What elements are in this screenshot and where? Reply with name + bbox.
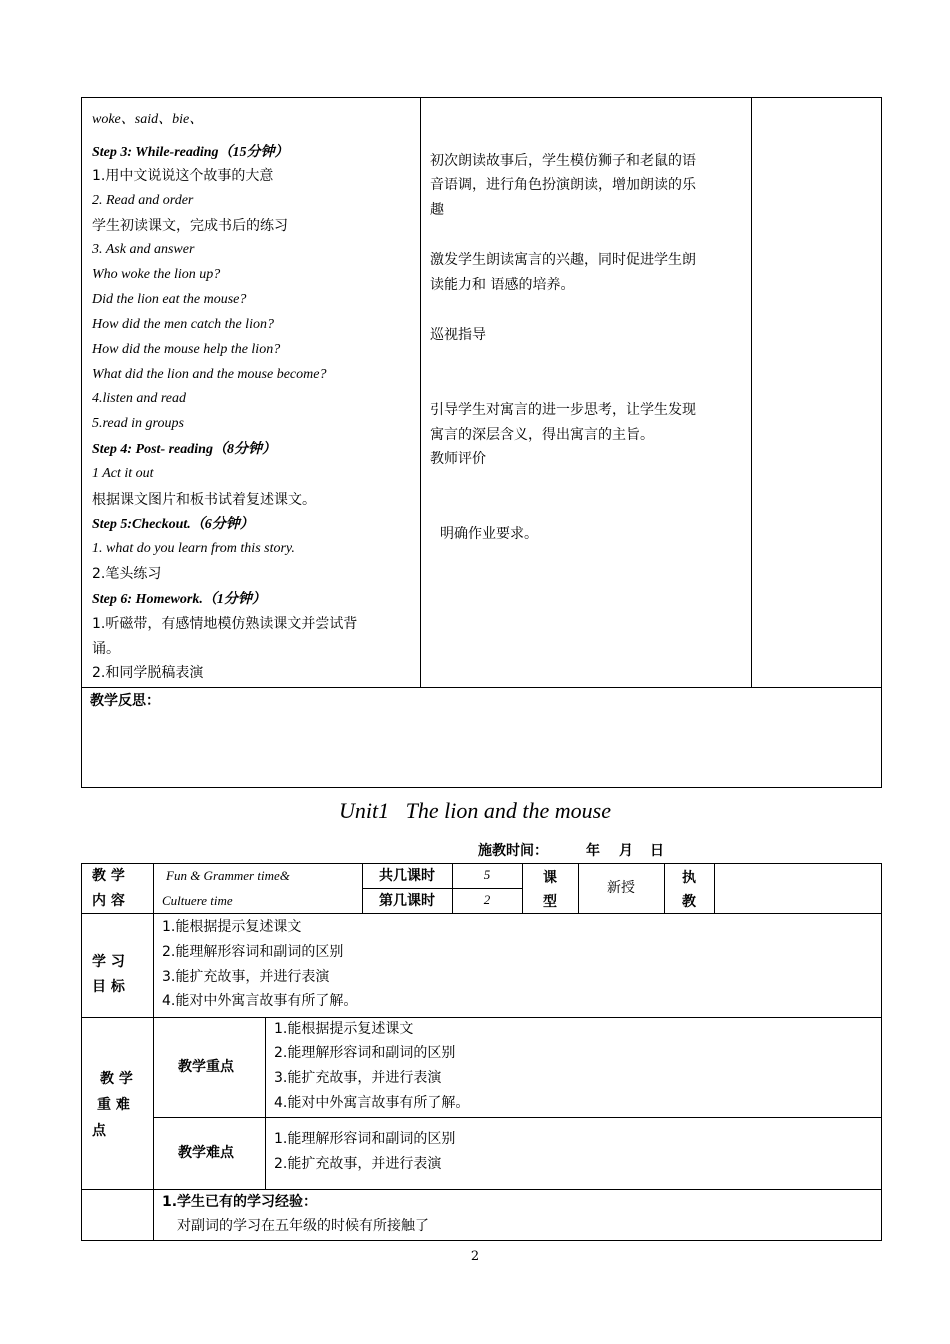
step3-item: 2. Read and order [92, 193, 194, 208]
step3-item: 3. Ask and answer [92, 242, 195, 257]
key-point-item: 3.能扩充故事，并进行表演 [274, 1070, 442, 1086]
goal-item: 3.能扩充故事，并进行表演 [162, 969, 330, 985]
step3-item: 学生初读课文，完成书后的练习 [92, 218, 288, 234]
keydiff-label-1: 教 学 [100, 1071, 133, 1087]
grid-v-label [153, 863, 154, 1241]
intent-text: 读能力和 语感的培养。 [430, 277, 575, 293]
unit-title: Unit1 The lion and the mouse [339, 798, 611, 823]
content-label-2: 内 容 [92, 893, 125, 909]
type-value: 新授 [607, 880, 635, 896]
content-value-1: Fun & Grammer time& [166, 868, 290, 883]
grid-v-keydiff [265, 1017, 266, 1189]
question-item: How did the mouse help the lion? [92, 342, 281, 357]
goals-label-2: 目 标 [92, 979, 125, 995]
question-item: Did the lion eat the mouse? [92, 292, 247, 307]
step3-item: 1.用中文说说这个故事的大意 [92, 168, 274, 184]
nth-lesson-label: 第几课时 [379, 893, 435, 909]
top-table-border-bottom [81, 787, 882, 788]
intent-text: 趣 [430, 202, 444, 218]
step3-item: 5.read in groups [92, 416, 184, 431]
step5-item: 2.笔头练习 [92, 566, 162, 582]
key-points-label: 教学重点 [178, 1059, 234, 1075]
experience-heading: 1.学生已有的学习经验： [162, 1194, 318, 1210]
difficult-point-item: 2.能扩充故事，并进行表演 [274, 1156, 442, 1172]
step4-heading: Step 4: Post- reading（8分钟） [92, 442, 276, 457]
content-label-1: 教 学 [92, 868, 125, 884]
intent-text: 寓言的深层含义，得出寓言的主旨。 [430, 427, 654, 443]
top-table-row-divider [81, 687, 882, 688]
key-point-item: 2.能理解形容词和副词的区别 [274, 1045, 456, 1061]
goal-item: 2.能理解形容词和副词的区别 [162, 944, 344, 960]
grid-h-4 [81, 1189, 882, 1190]
top-table-border-top [81, 97, 882, 98]
type-label-2: 型 [543, 894, 557, 910]
nth-lesson-value: 2 [483, 892, 491, 907]
date-day: 日 [650, 843, 664, 859]
step4-item: 1 Act it out [92, 466, 154, 481]
date-month: 月 [619, 843, 633, 859]
teacher-label-2: 教 [682, 894, 696, 910]
question-item: What did the lion and the mouse become? [92, 367, 327, 382]
intent-text: 音语调，进行角色扮演朗读，增加朗读的乐 [430, 177, 696, 193]
step6-heading: Step 6: Homework.（1分钟） [92, 592, 266, 607]
intent-text: 明确作业要求。 [440, 526, 538, 542]
grid-v-f [714, 863, 715, 913]
grid-h-bottom [81, 1240, 882, 1241]
top-table-border-right [881, 97, 882, 788]
question-item: Who woke the lion up? [92, 267, 221, 282]
step5-heading: Step 5:Checkout.（6分钟） [92, 517, 254, 532]
top-table-col-divider-2 [751, 97, 752, 688]
key-point-item: 4.能对中外寓言故事有所了解。 [274, 1095, 470, 1111]
reflection-label: 教学反思： [90, 693, 160, 709]
difficult-point-item: 1.能理解形容词和副词的区别 [274, 1131, 456, 1147]
step3-heading: Step 3: While-reading（15分钟） [92, 145, 289, 160]
key-point-item: 1.能根据提示复述课文 [274, 1021, 414, 1037]
intent-text: 初次朗读故事后，学生模仿狮子和老鼠的语 [430, 153, 696, 169]
goal-item: 4.能对中外寓言故事有所了解。 [162, 993, 358, 1009]
goals-label-1: 学 习 [92, 954, 125, 970]
grid-h-3 [153, 1117, 882, 1118]
grid-h-1 [81, 913, 882, 914]
total-lessons-label: 共几课时 [379, 868, 435, 884]
step6-item: 诵。 [92, 641, 120, 657]
step5-item: 1. what do you learn from this story. [92, 541, 295, 556]
intent-text: 教师评价 [430, 451, 486, 467]
grid-v-right [881, 863, 882, 1241]
intent-text: 巡视指导 [430, 327, 486, 343]
difficult-points-label: 教学难点 [178, 1145, 234, 1161]
top-table-col-divider-1 [420, 97, 421, 688]
date-label: 施教时间： [478, 843, 548, 859]
step4-item: 根据课文图片和板书试着复述课文。 [92, 492, 316, 508]
vocab-line: woke、said、bie、 [92, 112, 204, 127]
experience-text: 对副词的学习在五年级的时候有所接触了 [177, 1218, 429, 1234]
content-value-2: Cultuere time [162, 893, 233, 908]
grid-h-2 [81, 1017, 882, 1018]
step3-item: 4.listen and read [92, 391, 186, 406]
total-lessons-value: 5 [483, 867, 491, 882]
intent-text: 激发学生朗读寓言的兴趣，同时促进学生朗 [430, 252, 696, 268]
top-table-border-left [81, 97, 82, 788]
goal-item: 1.能根据提示复述课文 [162, 919, 302, 935]
teacher-label-1: 执 [682, 870, 696, 886]
date-year: 年 [586, 843, 600, 859]
question-item: How did the men catch the lion? [92, 317, 274, 332]
step6-item: 1.听磁带，有感情地模仿熟读课文并尝试背 [92, 616, 358, 632]
keydiff-label-3: 点 [92, 1123, 106, 1139]
step6-item: 2.和同学脱稿表演 [92, 665, 204, 681]
intent-text: 引导学生对寓言的进一步思考，让学生发现 [430, 402, 696, 418]
type-label-1: 课 [543, 870, 557, 886]
grid-v-left [81, 863, 82, 1241]
page-number: 2 [470, 1249, 480, 1264]
keydiff-label-2: 重 难 [97, 1097, 130, 1113]
